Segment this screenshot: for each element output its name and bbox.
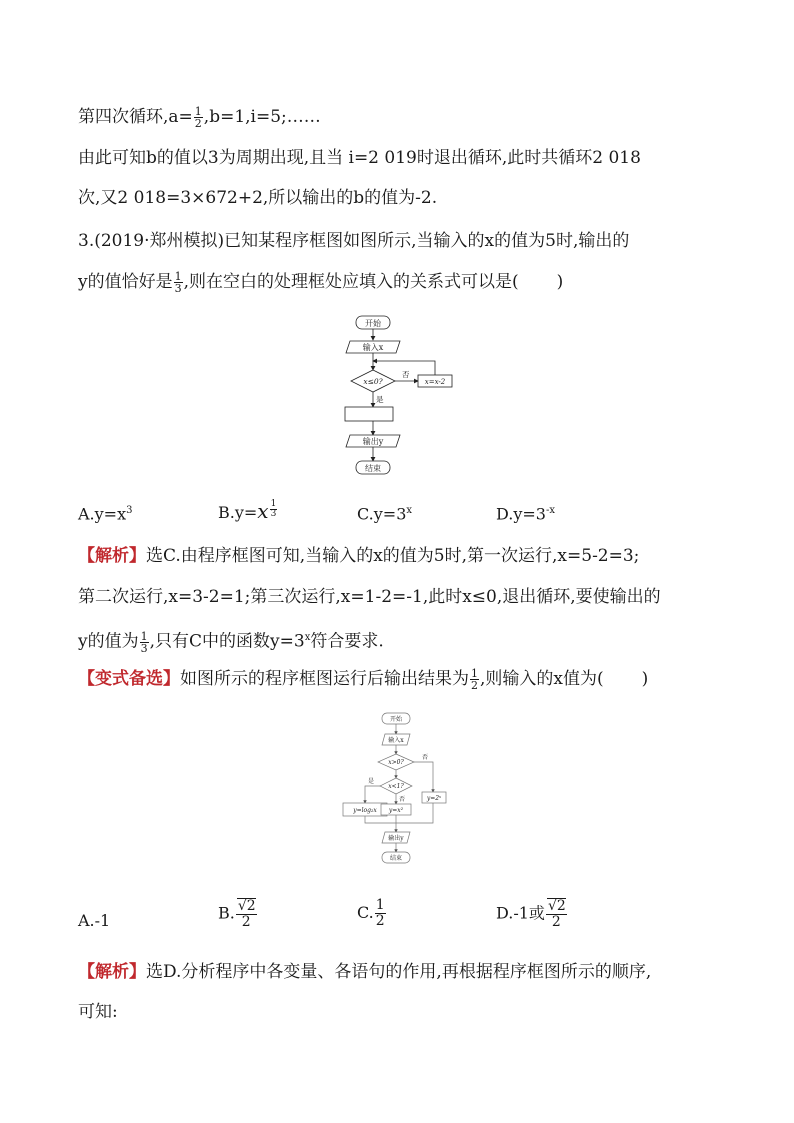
option-a: $A.y=x^3$ <box>78 504 133 524</box>
blank-process-box <box>345 407 393 421</box>
input-label: 输入x <box>362 343 384 352</box>
svg-text:输出y: 输出y <box>388 835 404 842</box>
variant-option-a: A.-1 <box>78 911 111 930</box>
start-label: 开始 <box>365 319 381 328</box>
end-label: 结束 <box>365 464 381 473</box>
analysis-1-line-1: 【解析】选C.由程序框图可知,当输入的x的值为5时,第一次运行,x=5-2=3; <box>78 546 640 566</box>
flowchart-2 <box>340 710 450 870</box>
fraction: $\frac{1}{3}$ <box>140 629 148 655</box>
svg-text:y=log₂x: y=log₂x <box>353 807 377 814</box>
output-label: 输出y <box>362 437 384 446</box>
analysis-1-line-2: 第二次运行,x=3-2=1;第三次运行,x=1-2=-1,此时x≤0,退出循环,要使输出的 <box>78 587 661 607</box>
variant-question: 【变式备选】如图所示的程序框图运行后输出结果为 $\frac{1}{2}$ ,则输入的x值为( ) <box>78 667 649 692</box>
option-d: $D.y=3^{-x}$ <box>496 504 555 524</box>
analysis-1-line-3: y的值为 $\frac{1}{3}$ ,只有C中的函数$y=3^x$符合要求. <box>78 629 384 655</box>
question-3-line-2: y的值恰好是 $\frac{1}{3}$ ,则在空白的处理框处应填入的关系式可以是( ) <box>78 270 564 295</box>
svg-text:y=2ˣ: y=2ˣ <box>426 795 442 802</box>
period-line: 由此可知b的值以3为周期出现,且当 i=2 019时退出循环,此时共循环2 018 <box>78 148 641 168</box>
question-3-line-1: 3.(2019·郑州模拟)已知某程序框图如图所示,当输入的x的值为5时,输出的 <box>78 231 630 251</box>
variant-option-c: C. $\frac{1}{2}$ <box>357 897 385 929</box>
svg-text:开始: 开始 <box>389 716 403 723</box>
update-label: x=x-2 <box>424 378 446 386</box>
svg-text:x<1?: x<1? <box>388 783 404 790</box>
option-b: B.y=x $\frac{1}{3}$ <box>218 499 277 523</box>
fraction: $\frac{1}{2}$ <box>194 105 202 130</box>
svg-text:输入x: 输入x <box>388 737 404 744</box>
yes-label: 是 <box>376 395 384 404</box>
variant-tag: 【变式备选】 <box>78 669 180 689</box>
analysis-tag: 【解析】 <box>78 546 146 566</box>
output-b-line: 次,又2 018=3×672+2,所以输出的b的值为-2. <box>78 188 438 208</box>
fraction: $\frac{1}{3}$ <box>174 270 182 295</box>
svg-text:y=x²: y=x² <box>388 807 404 814</box>
svg-text:x>0?: x>0? <box>388 759 404 766</box>
variant-option-d: D.-1或 $\frac{√2}{2}$ <box>496 898 566 930</box>
variant-option-b: B. $\frac{√2}{2}$ <box>218 898 256 930</box>
analysis-tag: 【解析】 <box>78 962 146 982</box>
analysis-2-line-2: 可知: <box>78 1002 118 1022</box>
fraction: $\frac{1}{2}$ <box>471 667 478 692</box>
svg-text:结束: 结束 <box>389 855 403 862</box>
analysis-2-line-1: 【解析】选D.分析程序中各变量、各语句的作用,再根据程序框图所示的顺序, <box>78 962 652 982</box>
condition-label: x≤0? <box>363 377 383 386</box>
svg-text:否: 否 <box>422 754 429 761</box>
svg-text:是: 是 <box>368 778 375 785</box>
option-c: $C.y=3^x$ <box>357 504 413 524</box>
svg-text:否: 否 <box>399 796 406 803</box>
flowchart-1 <box>340 313 460 483</box>
loop-four-line: 第四次循环,a= $\frac{1}{2}$ ,b=1,i=5;…… <box>78 105 321 130</box>
no-label: 否 <box>402 370 410 379</box>
